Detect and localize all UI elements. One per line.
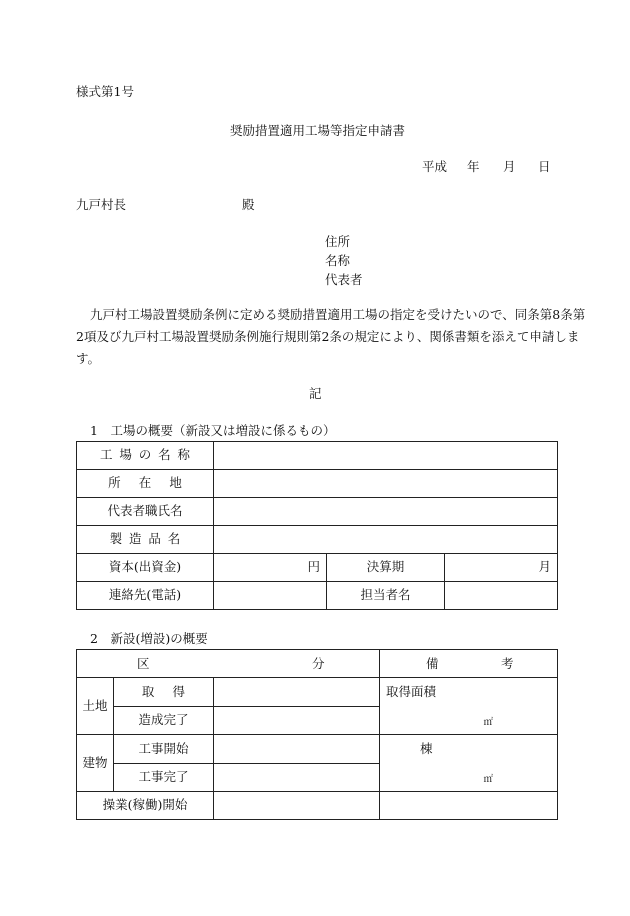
addressee-name: 九戸村長 (76, 197, 127, 212)
date-month: 月 (503, 159, 516, 174)
yen-unit: 円 (307, 559, 320, 575)
operation-start-label: 操業(稼働)開始 (77, 792, 214, 820)
body-line: 2項及び九戸村工場設置奨励条例施行規則第2条の規定により、関係書類を添えて申請しま (76, 329, 580, 344)
factory-name-field[interactable] (214, 442, 558, 470)
table-row (77, 554, 558, 582)
table-row (77, 442, 558, 470)
applicant-address-label: 住所 (325, 234, 351, 249)
table-row (77, 735, 558, 764)
building-count-unit: 棟 (420, 741, 433, 756)
body-line: 九戸村工場設置奨励条例に定める奨励措置適用工場の指定を受けたいので、同条第8条第 (90, 307, 586, 322)
products-label: 製造品名 (77, 526, 214, 554)
contact-field[interactable] (214, 582, 327, 610)
fiscal-period-field[interactable] (445, 554, 558, 582)
land-acquisition-label: 取得 (114, 678, 214, 707)
person-in-charge-field[interactable] (445, 582, 558, 610)
table-row (77, 650, 558, 678)
land-area-unit: ㎡ (483, 716, 494, 728)
building-start-label: 工事開始 (114, 735, 214, 764)
building-start-field[interactable] (214, 735, 380, 764)
date-day: 日 (538, 159, 551, 174)
table-row (77, 582, 558, 610)
table-row (77, 792, 558, 820)
remarks-header-right: 考 (501, 656, 514, 671)
remarks-header (380, 650, 558, 678)
section1-heading: 1 工場の概要（新設又は増設に係るもの） (90, 423, 336, 438)
division-header-right: 分 (312, 656, 325, 671)
land-area-label: 取得面積 (386, 684, 437, 699)
date-year: 年 (467, 159, 480, 174)
land-completion-label: 造成完了 (114, 706, 214, 735)
location-field[interactable] (214, 470, 558, 498)
building-remarks[interactable] (380, 735, 558, 792)
operation-start-remarks[interactable] (380, 792, 558, 820)
table-row (77, 470, 558, 498)
table-row (77, 526, 558, 554)
month-unit: 月 (538, 559, 552, 575)
division-header-left: 区 (137, 656, 150, 671)
building-group-label: 建物 (77, 735, 114, 792)
section2-heading: 2 新設(増設)の概要 (90, 631, 208, 646)
table-row (77, 678, 558, 707)
building-completion-field[interactable] (214, 763, 380, 792)
table-row (77, 498, 558, 526)
applicant-name-label: 名称 (325, 253, 351, 268)
land-group-label: 土地 (77, 678, 114, 735)
products-field[interactable] (214, 526, 558, 554)
applicant-representative-label: 代表者 (325, 272, 363, 287)
date-era: 平成 (422, 159, 448, 174)
land-area-remarks[interactable] (380, 678, 558, 735)
form-number: 様式第1号 (76, 84, 134, 99)
factory-name-label: 工場の名称 (77, 442, 214, 470)
location-label: 所在地 (77, 470, 214, 498)
building-completion-label: 工事完了 (114, 763, 214, 792)
person-in-charge-label: 担当者名 (327, 582, 445, 610)
capital-field[interactable] (214, 554, 327, 582)
division-header (77, 650, 380, 678)
addressee-honorific: 殿 (242, 197, 255, 212)
representative-label: 代表者職氏名 (77, 498, 214, 526)
fiscal-period-label: 決算期 (327, 554, 445, 582)
new-construction-table (76, 649, 558, 820)
ki-marker: 記 (309, 386, 322, 401)
body-line: す。 (76, 351, 101, 366)
building-area-unit: ㎡ (483, 773, 494, 785)
remarks-header-left: 備 (426, 656, 439, 671)
representative-field[interactable] (214, 498, 558, 526)
factory-overview-table (76, 441, 558, 610)
land-completion-field[interactable] (214, 706, 380, 735)
operation-start-field[interactable] (214, 792, 380, 820)
capital-label: 資本(出資金) (77, 554, 214, 582)
contact-label: 連絡先(電話) (77, 582, 214, 610)
land-acquisition-field[interactable] (214, 678, 380, 707)
document-title: 奨励措置適用工場等指定申請書 (230, 123, 406, 138)
